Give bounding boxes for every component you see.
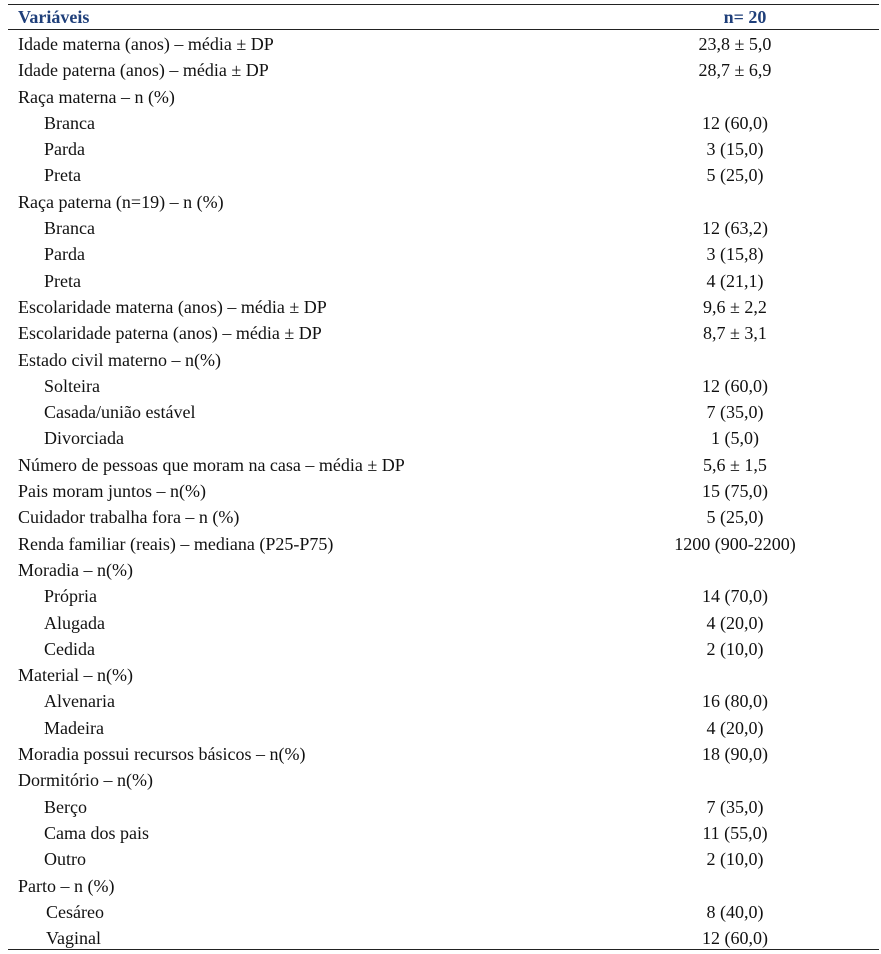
header-n-label: n= 20	[723, 7, 767, 27]
row-value: 18 (90,0)	[702, 744, 768, 765]
row-value: 5 (25,0)	[706, 165, 764, 186]
table-row	[0, 873, 881, 899]
row-label: Pais moram juntos – n(%)	[18, 481, 206, 502]
row-label: Escolaridade paterna (anos) – média ± DP	[18, 323, 322, 344]
row-label: Alugada	[44, 612, 105, 633]
table-row	[0, 268, 881, 294]
row-value: 4 (20,0)	[706, 612, 764, 633]
row-label: Parto – n (%)	[18, 875, 115, 896]
row-label: Moradia possui recursos básicos – n(%)	[18, 744, 306, 765]
table-row	[0, 688, 881, 714]
row-value: 5,6 ± 1,5	[703, 454, 767, 475]
row-value: 9,6 ± 2,2	[703, 296, 767, 317]
row-label: Branca	[44, 112, 95, 133]
row-label: Solteira	[44, 375, 100, 396]
row-value: 5 (25,0)	[706, 507, 764, 528]
header-variables-label: Variáveis	[18, 7, 90, 27]
table-row	[0, 110, 881, 136]
row-label: Branca	[44, 218, 95, 239]
row-label: Idade materna (anos) – média ± DP	[18, 34, 274, 54]
table-row	[0, 189, 881, 215]
row-value: 1 (5,0)	[711, 428, 759, 449]
table-row	[0, 452, 881, 478]
table-row	[0, 820, 881, 846]
row-label: Moradia – n(%)	[18, 559, 133, 580]
row-value: 8,7 ± 3,1	[703, 323, 767, 344]
row-value: 12 (60,0)	[702, 928, 768, 949]
table-header-rule	[8, 29, 879, 30]
table-row	[0, 636, 881, 662]
row-value: 3 (15,0)	[706, 139, 764, 160]
row-value: 4 (20,0)	[706, 717, 764, 738]
row-label: Cama dos pais	[44, 822, 149, 843]
row-value: 16 (80,0)	[702, 691, 768, 712]
row-label: Parda	[44, 244, 85, 265]
table-row	[0, 320, 881, 346]
row-value: 1200 (900-2200)	[674, 533, 796, 554]
row-label: Berço	[44, 796, 87, 817]
row-value: 3 (15,8)	[706, 244, 764, 265]
table-row	[0, 425, 881, 451]
table-row	[0, 767, 881, 793]
row-value: 14 (70,0)	[702, 586, 768, 607]
row-label: Cuidador trabalha fora – n (%)	[18, 507, 240, 528]
row-label: Raça materna – n (%)	[18, 86, 175, 107]
row-label: Divorciada	[44, 428, 124, 449]
row-label: Parda	[44, 139, 85, 160]
row-label: Número de pessoas que moram na casa – média ± DP	[18, 454, 405, 475]
row-label: Própria	[44, 586, 97, 607]
row-value: 11 (55,0)	[702, 822, 768, 843]
table-row	[0, 741, 881, 767]
table-row	[0, 478, 881, 504]
row-value: 12 (60,0)	[702, 112, 768, 133]
row-value: 28,7 ± 6,9	[698, 60, 772, 81]
table-row	[0, 925, 881, 951]
table-row	[0, 504, 881, 530]
table-row	[0, 215, 881, 241]
row-label: Madeira	[44, 717, 104, 738]
table-header	[0, 5, 881, 29]
table-row	[0, 557, 881, 583]
row-value: 12 (63,2)	[702, 218, 768, 239]
table-row	[0, 84, 881, 110]
row-label: Cedida	[44, 638, 95, 659]
table-row	[0, 531, 881, 557]
table-row	[0, 162, 881, 188]
row-label: Raça paterna (n=19) – n (%)	[18, 191, 224, 212]
row-value: 4 (21,1)	[706, 270, 764, 291]
row-label: Material – n(%)	[18, 665, 133, 686]
row-label: Renda familiar (reais) – mediana (P25-P75)	[18, 533, 334, 554]
table-row	[0, 136, 881, 162]
table-row	[0, 662, 881, 688]
row-value: 2 (10,0)	[706, 849, 764, 870]
row-label: Preta	[44, 270, 81, 291]
row-label: Vaginal	[46, 928, 101, 949]
row-value: 2 (10,0)	[706, 638, 764, 659]
table-row	[0, 373, 881, 399]
table-row	[0, 294, 881, 320]
table-body	[0, 31, 881, 951]
row-label: Escolaridade materna (anos) – média ± DP	[18, 296, 327, 317]
row-value: 15 (75,0)	[702, 481, 768, 502]
row-value: 12 (60,0)	[702, 375, 768, 396]
row-label: Alvenaria	[44, 691, 115, 712]
row-value: 8 (40,0)	[706, 901, 764, 922]
table-row	[0, 241, 881, 267]
row-label: Cesáreo	[46, 901, 104, 922]
row-label: Casada/união estável	[44, 402, 196, 423]
table-row	[0, 610, 881, 636]
table-row	[0, 899, 881, 925]
row-label: Outro	[44, 849, 86, 870]
table-bottom-rule	[8, 949, 879, 950]
table-row	[0, 399, 881, 425]
row-label: Idade paterna (anos) – média ± DP	[18, 60, 269, 81]
table-row	[0, 57, 881, 83]
row-value: 7 (35,0)	[706, 796, 764, 817]
table-row	[0, 583, 881, 609]
row-value: 7 (35,0)	[706, 402, 764, 423]
row-label: Dormitório – n(%)	[18, 770, 153, 791]
table-row	[0, 846, 881, 872]
table-row	[0, 347, 881, 373]
row-label: Estado civil materno – n(%)	[18, 349, 221, 370]
table-row	[0, 794, 881, 820]
table-row	[0, 31, 881, 57]
row-value: 23,8 ± 5,0	[698, 34, 772, 54]
table-row	[0, 715, 881, 741]
row-label: Preta	[44, 165, 81, 186]
